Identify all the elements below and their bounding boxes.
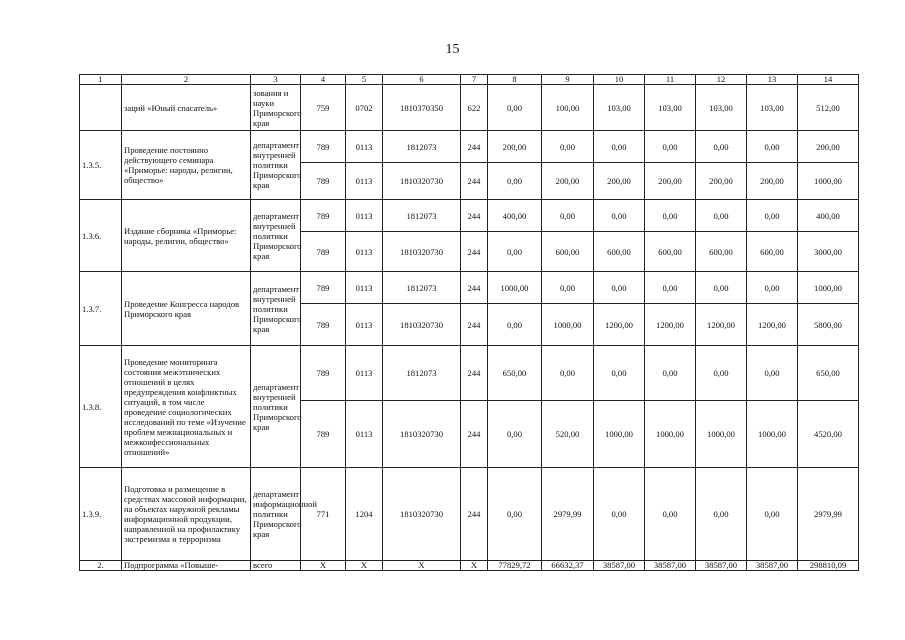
row-code: 1.3.7. [80, 272, 122, 346]
table-cell: 1812073 [383, 272, 461, 304]
table-cell: 600,00 [542, 232, 594, 272]
row-executor: департамент внутренней политики Приморского края [251, 200, 301, 272]
table-cell: 244 [461, 131, 488, 163]
table-cell: 244 [461, 200, 488, 232]
table-cell: 200,00 [542, 163, 594, 200]
table-cell: 38587,00 [696, 561, 747, 571]
header-cell: 8 [488, 75, 542, 85]
table-cell: 200,00 [798, 131, 859, 163]
header-cell: 9 [542, 75, 594, 85]
table-cell: 1812073 [383, 200, 461, 232]
table-cell: 789 [301, 346, 346, 401]
header-cell: 6 [383, 75, 461, 85]
table-cell: 103,00 [747, 85, 798, 131]
table-cell: 244 [461, 304, 488, 346]
row-executor: департамент внутренней политики Приморского края [251, 346, 301, 468]
header-cell: 13 [747, 75, 798, 85]
table-cell: X [383, 561, 461, 571]
table-row [80, 468, 859, 561]
table-cell: 0,00 [696, 346, 747, 401]
table-cell: 600,00 [696, 232, 747, 272]
row-name: Подпрограмма «Повыше- [122, 561, 251, 571]
table-cell: 0,00 [747, 200, 798, 232]
table-cell: 1810320730 [383, 163, 461, 200]
table-cell: 0113 [346, 272, 383, 304]
table-row [80, 561, 859, 571]
table-cell: X [346, 561, 383, 571]
table-cell: 0,00 [542, 200, 594, 232]
table-cell: 0,00 [488, 85, 542, 131]
table-cell: 0113 [346, 304, 383, 346]
table-cell: 244 [461, 468, 488, 561]
header-cell: 11 [645, 75, 696, 85]
table-cell: 0,00 [488, 401, 542, 468]
row-code: 1.3.6. [80, 200, 122, 272]
table-row [80, 85, 859, 131]
row-executor: зования и науки Приморского края [251, 85, 301, 131]
table-cell: 0,00 [645, 346, 696, 401]
table-cell: 3000,00 [798, 232, 859, 272]
row-code: 1.3.9. [80, 468, 122, 561]
table-cell: 38587,00 [645, 561, 696, 571]
table-cell: 1810320730 [383, 468, 461, 561]
table-cell: 2979,99 [542, 468, 594, 561]
table-cell: 0113 [346, 163, 383, 200]
table-cell: 66632,37 [542, 561, 594, 571]
table-cell: 1200,00 [594, 304, 645, 346]
row-executor: департамент информационной политики Приморского края [251, 468, 301, 561]
table-cell: 789 [301, 200, 346, 232]
row-name: заций «Юный спасатель» [122, 85, 251, 131]
row-executor: всего [251, 561, 301, 571]
table-cell: 520,00 [542, 401, 594, 468]
table-cell: 0,00 [542, 131, 594, 163]
row-name: Подготовка и размещение в средствах массовой информации, на объектах наружной рекламы информационной продукции, направленной на профилактику экстремизма и терроризма [122, 468, 251, 561]
table-cell: 400,00 [488, 200, 542, 232]
table-cell: 0113 [346, 131, 383, 163]
table-cell: 0,00 [488, 304, 542, 346]
table-cell: 1000,00 [696, 401, 747, 468]
header-cell: 7 [461, 75, 488, 85]
table-cell: 0,00 [542, 272, 594, 304]
row-code [80, 85, 122, 131]
table-cell: 0113 [346, 401, 383, 468]
table-cell: 1810320730 [383, 304, 461, 346]
table-cell: 0,00 [594, 272, 645, 304]
table-cell: 789 [301, 232, 346, 272]
row-code: 1.3.5. [80, 131, 122, 200]
table-cell: 38587,00 [594, 561, 645, 571]
table-cell: X [461, 561, 488, 571]
table-cell: 2979,99 [798, 468, 859, 561]
header-cell: 14 [798, 75, 859, 85]
table-cell: 1810320730 [383, 232, 461, 272]
table-cell: 0,00 [488, 468, 542, 561]
table-cell: 0,00 [747, 131, 798, 163]
header-row [80, 75, 859, 85]
table-cell: 1810370350 [383, 85, 461, 131]
table-cell: 0113 [346, 232, 383, 272]
table-cell: 1200,00 [645, 304, 696, 346]
table-cell: 200,00 [594, 163, 645, 200]
table-cell: 244 [461, 163, 488, 200]
header-cell: 2 [122, 75, 251, 85]
table-cell: 600,00 [747, 232, 798, 272]
row-name: Проведение мониторинга состояния межэтнических отношений в целях предупреждения конфликтных ситуаций, в том числе проведение социологических исследований по теме «Изучение проблем межнациональных и межконфессиональных отношений» [122, 346, 251, 468]
table-cell: 1000,00 [594, 401, 645, 468]
table-cell: 0,00 [594, 468, 645, 561]
table-cell: 650,00 [488, 346, 542, 401]
table-cell: 0,00 [696, 200, 747, 232]
table-cell: 1812073 [383, 131, 461, 163]
table-cell: 103,00 [696, 85, 747, 131]
row-name: Проведение постоянно действующего семинара «Приморье: народы, религии, общество» [122, 131, 251, 200]
table-cell: 0,00 [645, 200, 696, 232]
table-cell: 100,00 [542, 85, 594, 131]
table-cell: 512,00 [798, 85, 859, 131]
table-cell: 650,00 [798, 346, 859, 401]
table-cell: 1000,00 [542, 304, 594, 346]
table-cell: 600,00 [594, 232, 645, 272]
table-cell: 244 [461, 401, 488, 468]
table-row [80, 131, 859, 163]
table-cell: 622 [461, 85, 488, 131]
table-cell: X [301, 561, 346, 571]
table-row [80, 200, 859, 232]
table-cell: 244 [461, 346, 488, 401]
table-cell: 103,00 [594, 85, 645, 131]
table-cell: 5800,00 [798, 304, 859, 346]
table-cell: 1000,00 [798, 272, 859, 304]
row-name: Проведение Конгресса народов Приморского края [122, 272, 251, 346]
table-cell: 0,00 [594, 200, 645, 232]
table-cell: 0,00 [488, 163, 542, 200]
table-cell: 1000,00 [798, 163, 859, 200]
row-executor: департамент внутренней политики Приморского края [251, 131, 301, 200]
table-cell: 0,00 [488, 232, 542, 272]
header-cell: 12 [696, 75, 747, 85]
table-cell: 1000,00 [488, 272, 542, 304]
row-name: Издание сборника «Приморье: народы, религии, общество» [122, 200, 251, 272]
table-cell: 1200,00 [747, 304, 798, 346]
table-cell: 0,00 [696, 468, 747, 561]
table-cell: 789 [301, 131, 346, 163]
header-cell: 3 [251, 75, 301, 85]
table-row [80, 272, 859, 304]
table-cell: 0,00 [696, 272, 747, 304]
header-cell: 4 [301, 75, 346, 85]
table-cell: 200,00 [645, 163, 696, 200]
table-cell: 0,00 [645, 131, 696, 163]
table-cell: 103,00 [645, 85, 696, 131]
table-cell: 1812073 [383, 346, 461, 401]
row-code: 2. [80, 561, 122, 571]
header-cell: 1 [80, 75, 122, 85]
table-cell: 0113 [346, 200, 383, 232]
table-body [80, 75, 859, 571]
table-cell: 1200,00 [696, 304, 747, 346]
table-cell: 0,00 [594, 346, 645, 401]
table-cell: 0,00 [747, 272, 798, 304]
table-cell: 200,00 [488, 131, 542, 163]
table-cell: 0,00 [542, 346, 594, 401]
table-cell: 244 [461, 272, 488, 304]
table-cell: 200,00 [696, 163, 747, 200]
table-cell: 1000,00 [645, 401, 696, 468]
table-cell: 4520,00 [798, 401, 859, 468]
table-cell: 0,00 [747, 468, 798, 561]
table-cell: 789 [301, 163, 346, 200]
header-cell: 10 [594, 75, 645, 85]
table-cell: 0702 [346, 85, 383, 131]
table-cell: 244 [461, 232, 488, 272]
table-row [80, 346, 859, 401]
budget-table [79, 74, 859, 571]
table-cell: 789 [301, 401, 346, 468]
table-cell: 298810,09 [798, 561, 859, 571]
table-cell: 0,00 [747, 346, 798, 401]
row-code: 1.3.8. [80, 346, 122, 468]
table-cell: 200,00 [747, 163, 798, 200]
table-cell: 600,00 [645, 232, 696, 272]
table-cell: 38587,00 [747, 561, 798, 571]
table-cell: 771 [301, 468, 346, 561]
table-cell: 789 [301, 304, 346, 346]
table-cell: 0,00 [645, 272, 696, 304]
header-cell: 5 [346, 75, 383, 85]
table-cell: 759 [301, 85, 346, 131]
table-cell: 1810320730 [383, 401, 461, 468]
row-executor: департамент внутренней политики Приморского края [251, 272, 301, 346]
table-cell: 0,00 [696, 131, 747, 163]
table-cell: 1000,00 [747, 401, 798, 468]
table-cell: 0113 [346, 346, 383, 401]
table-cell: 77829,72 [488, 561, 542, 571]
table-cell: 1204 [346, 468, 383, 561]
table-cell: 0,00 [594, 131, 645, 163]
table-cell: 0,00 [645, 468, 696, 561]
page-number: 15 [445, 42, 460, 57]
table-cell: 400,00 [798, 200, 859, 232]
table-cell: 789 [301, 272, 346, 304]
